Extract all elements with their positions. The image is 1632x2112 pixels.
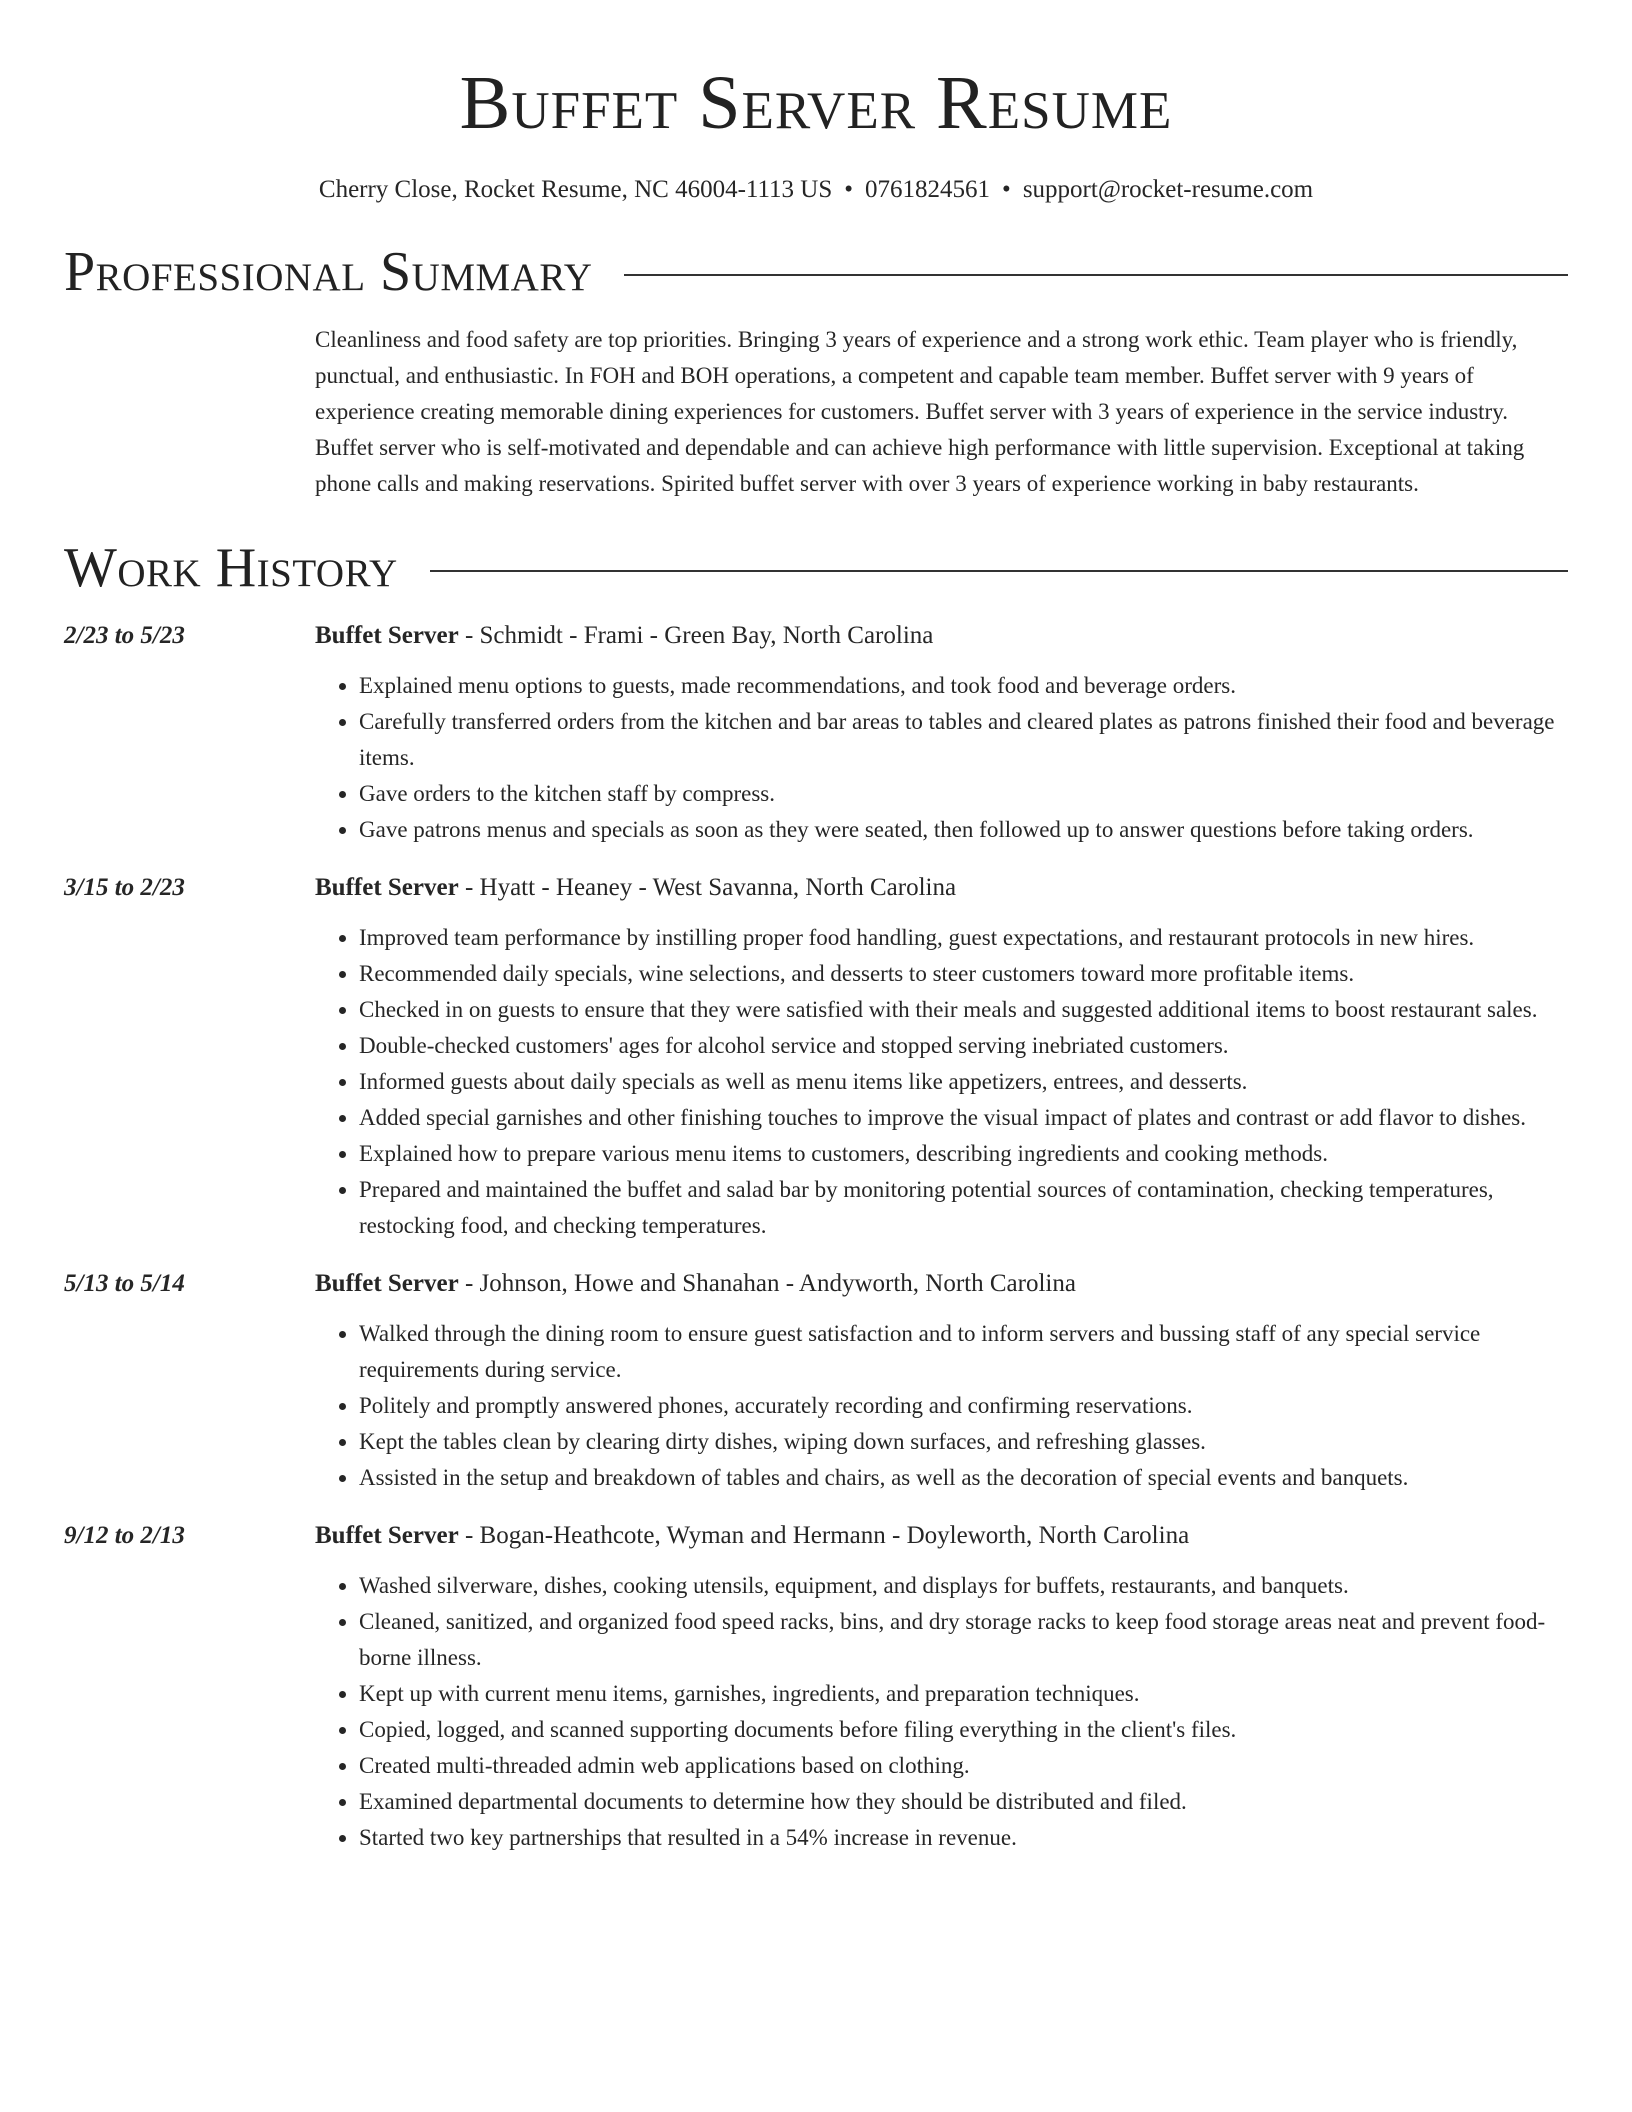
contact-address: Cherry Close, Rocket Resume, NC 46004-1113 US (318, 176, 833, 203)
job-title: Buffet Server (315, 1522, 459, 1549)
summary-section-header (64, 240, 1568, 304)
job-bullet: • Informed guests about daily specials as well as menu items like appetizers, entrees, and desserts. (359, 1064, 1568, 1100)
job-dates: 5/13 to 5/14 (64, 1270, 185, 1297)
job-bullet: • Started two key partnerships that resulted in a 54% increase in revenue. (359, 1820, 1568, 1856)
job-bullet: • Examined departmental documents to determine how they should be distributed and filed. (359, 1784, 1568, 1820)
contact-email: support@rocket-resume.com (1022, 176, 1314, 203)
job-bullet: • Explained menu options to guests, made recommendations, and took food and beverage orders. (359, 668, 1568, 704)
job-employer-location: - Johnson, Howe and Shanahan - Andyworth, North Carolina (458, 1270, 1076, 1297)
job-title: Buffet Server (315, 622, 459, 649)
job-bullet: • Carefully transferred orders from the kitchen and bar areas to tables and cleared plates as patrons finished their food and beverage items. (359, 704, 1568, 776)
job-heading (315, 1518, 1568, 1554)
job-bullet: • Recommended daily specials, wine selections, and desserts to steer customers toward more profitable items. (359, 956, 1568, 992)
job-bullet-list (315, 668, 1568, 848)
contact-line (64, 174, 1568, 206)
job-employer-location: - Hyatt - Heaney - West Savanna, North Carolina (458, 874, 957, 901)
job-bullet: • Improved team performance by instilling proper food handling, guest expectations, and restaurant protocols in new hires. (359, 920, 1568, 956)
job-bullet: • Added special garnishes and other finishing touches to improve the visual impact of plates and contrast or add flavor to dishes. (359, 1100, 1568, 1136)
job-bullet: • Kept up with current menu items, garnishes, ingredients, and preparation techniques. (359, 1676, 1568, 1712)
job-body (315, 1518, 1568, 1856)
job-body (315, 1266, 1568, 1496)
job-bullet: • Created multi-threaded admin web applications based on clothing. (359, 1748, 1568, 1784)
resume-title: Buffet Server Resume (459, 61, 1173, 145)
job-bullet: • Gave patrons menus and specials as soon as they were seated, then followed up to answer questions before taking orders. (359, 812, 1568, 848)
job-heading (315, 618, 1568, 654)
job-employer-location: - Schmidt - Frami - Green Bay, North Carolina (458, 622, 934, 649)
job-bullet-list (315, 920, 1568, 1244)
job-title: Buffet Server (315, 1270, 459, 1297)
job-entry (64, 1266, 1568, 1496)
job-bullet: • Politely and promptly answered phones, accurately recording and confirming reservations. (359, 1388, 1568, 1424)
job-bullet: • Assisted in the setup and breakdown of tables and chairs, as well as the decoration of special events and banquets. (359, 1460, 1568, 1496)
job-title: Buffet Server (315, 874, 459, 901)
work-section-header (64, 536, 1568, 600)
job-entry (64, 618, 1568, 848)
work-heading: Work History (64, 537, 398, 599)
job-entry (64, 870, 1568, 1244)
job-bullet: • Walked through the dining room to ensure guest satisfaction and to inform servers and bussing staff of any special service requirements during service. (359, 1316, 1568, 1388)
job-bullet: • Kept the tables clean by clearing dirty dishes, wiping down surfaces, and refreshing glasses. (359, 1424, 1568, 1460)
job-entry (64, 1518, 1568, 1856)
job-bullet: • Cleaned, sanitized, and organized food speed racks, bins, and dry storage racks to keep food storage areas neat and prevent food-borne illness. (359, 1604, 1568, 1676)
job-bullet: • Double-checked customers' ages for alcohol service and stopped serving inebriated customers. (359, 1028, 1568, 1064)
job-body (315, 870, 1568, 1244)
section-divider (624, 274, 1568, 276)
job-bullet-list (315, 1568, 1568, 1856)
job-bullet: • Gave orders to the kitchen staff by compress. (359, 776, 1568, 812)
job-bullet: • Prepared and maintained the buffet and salad bar by monitoring potential sources of contamination, checking temperatures, restocking food, and checking temperatures. (359, 1172, 1568, 1244)
contact-separator: • (1002, 176, 1011, 203)
job-bullet-list (315, 1316, 1568, 1496)
job-dates: 2/23 to 5/23 (64, 622, 185, 649)
contact-phone: 0761824561 (865, 176, 991, 203)
job-bullet: • Washed silverware, dishes, cooking utensils, equipment, and displays for buffets, restaurants, and banquets. (359, 1568, 1568, 1604)
section-divider (430, 570, 1568, 572)
job-employer-location: - Bogan-Heathcote, Wyman and Hermann - Doyleworth, North Carolina (458, 1522, 1190, 1549)
summary-text: Cleanliness and food safety are top priorities. Bringing 3 years of experience and a strong work ethic. Team player who is friendly, punctual, and enthusiastic. In FOH and BOH operations, a competent and capable team member. Buffet server with 9 years of experience creating memorable dining experiences for customers. Buffet server with 3 years of experience in the service industry. Buffet server who is self-motivated and dependable and can achieve high performance with little supervision. Exceptional at taking phone calls and making reservations. Spirited buffet server with over 3 years of experience working in baby restaurants. (315, 327, 1525, 496)
job-heading (315, 870, 1568, 906)
summary-heading: Professional Summary (64, 241, 593, 303)
work-history-list (64, 618, 1568, 1856)
job-heading (315, 1266, 1568, 1302)
job-bullet: • Explained how to prepare various menu items to customers, describing ingredients and cooking methods. (359, 1136, 1568, 1172)
contact-separator: • (844, 176, 854, 203)
job-dates: 9/12 to 2/13 (64, 1522, 185, 1549)
job-bullet: • Checked in on guests to ensure that they were satisfied with their meals and suggested additional items to boost restaurant sales. (359, 992, 1568, 1028)
job-body (315, 618, 1568, 848)
job-dates: 3/15 to 2/23 (64, 874, 185, 901)
job-bullet: • Copied, logged, and scanned supporting documents before filing everything in the client's files. (359, 1712, 1568, 1748)
